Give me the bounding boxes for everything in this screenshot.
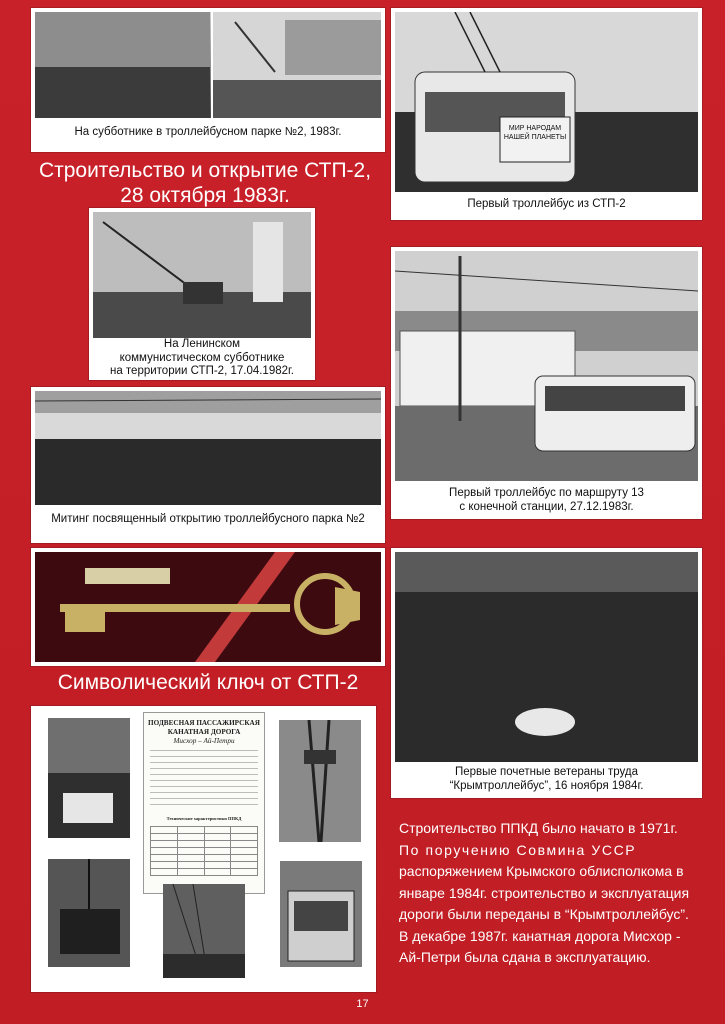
photo-rally <box>35 391 381 505</box>
paragraph-line-7: Ай-Петри была сдана в эксплуатацию. <box>399 949 651 965</box>
caption-rally: Митинг посвященный открытию троллейбусного парка №2 <box>51 513 365 525</box>
paragraph-line-1: Строительство ППКД было начато в 1971г. <box>399 820 678 836</box>
document-title-line-2: КАНАТНАЯ ДОРОГА <box>167 728 241 736</box>
caption-veterans-line-2: “Крымтроллейбус”, 16 ноября 1984г. <box>449 779 644 792</box>
photo-key <box>35 552 381 662</box>
photo-subbotnik-park <box>35 12 381 118</box>
caption-subbotnik-park: На субботнике в троллейбусном парке №2, 1983г. <box>74 126 342 138</box>
photo-card-key <box>31 548 385 666</box>
document-title-line-1: ПОДВЕСНАЯ ПАССАЖИРСКАЯ <box>148 719 260 727</box>
key-heading: Символический ключ от СТП-2 <box>57 671 359 694</box>
document-cable-car <box>143 712 265 894</box>
photo-card-first-trolleybus <box>391 8 702 220</box>
document-table <box>150 826 258 876</box>
photo-card-veterans <box>391 548 702 798</box>
document-title-line-3: Мисхор – Ай-Петри <box>173 737 235 745</box>
caption-lenin-line-1: На Ленинском <box>163 338 241 350</box>
page-number: 17 <box>356 998 369 1010</box>
photo-veterans <box>395 552 698 762</box>
photo-lenin-subbotnik <box>93 212 311 338</box>
photo-cable-station <box>48 718 130 838</box>
caption-lenin-line-2: коммунистическом субботнике <box>119 351 285 364</box>
photo-card-rally <box>31 387 385 543</box>
photo-card-lenin-subbotnik <box>89 208 315 380</box>
trolleybus-banner <box>500 124 570 142</box>
construction-heading <box>20 158 390 208</box>
photo-cable-interior <box>280 861 362 967</box>
document-table-title: Технические характеристики ППКД <box>166 816 242 821</box>
caption-first-trolleybus: Первый троллейбус из СТП-2 <box>467 198 626 210</box>
photo-first-trolleybus <box>395 12 698 192</box>
caption-route-13-line-1: Первый троллейбус по маршруту 13 <box>449 487 644 499</box>
document-body <box>144 750 264 810</box>
paragraph-line-3: распоряжением Крымского облисполкома в <box>399 863 684 879</box>
caption-lenin-line-3: на территории СТП-2, 17.04.1982г. <box>109 365 295 377</box>
photo-card-route-13 <box>391 247 702 519</box>
caption-route-13-line-2: с конечной станции, 27.12.1983г. <box>459 500 634 513</box>
photo-card-subbotnik-park <box>31 8 385 152</box>
photo-cable-tower <box>279 720 361 842</box>
paragraph-line-6: В декабре 1987г. канатная дорога Мисхор - <box>399 927 681 944</box>
paragraph-line-5: дороги были переданы в “Крымтроллейбус”. <box>399 906 689 922</box>
paragraph-line-4: январе 1984г. строительство и эксплуатация <box>399 884 690 901</box>
cable-car-paragraph <box>399 818 705 969</box>
caption-lenin-subbotnik <box>89 338 315 379</box>
photo-cable-fog <box>163 884 245 978</box>
construction-heading-line-2: 28 октября 1983г. <box>120 184 290 207</box>
photo-cable-cabin <box>48 859 130 967</box>
paragraph-line-2: По поручению Совмина УССР <box>399 841 637 858</box>
caption-veterans-line-1: Первые почетные ветераны труда <box>454 766 638 778</box>
banner-line-2: НАШЕЙ ПЛАНЕТЫ <box>503 134 567 141</box>
caption-veterans <box>391 766 702 793</box>
caption-route-13 <box>391 487 702 514</box>
construction-heading-line-1: Строительство и открытие СТП-2, <box>38 159 372 182</box>
banner-line-1: МИР НАРОДАМ <box>508 125 562 132</box>
photo-card-cable-car <box>31 706 376 992</box>
photo-route-13 <box>395 251 698 481</box>
